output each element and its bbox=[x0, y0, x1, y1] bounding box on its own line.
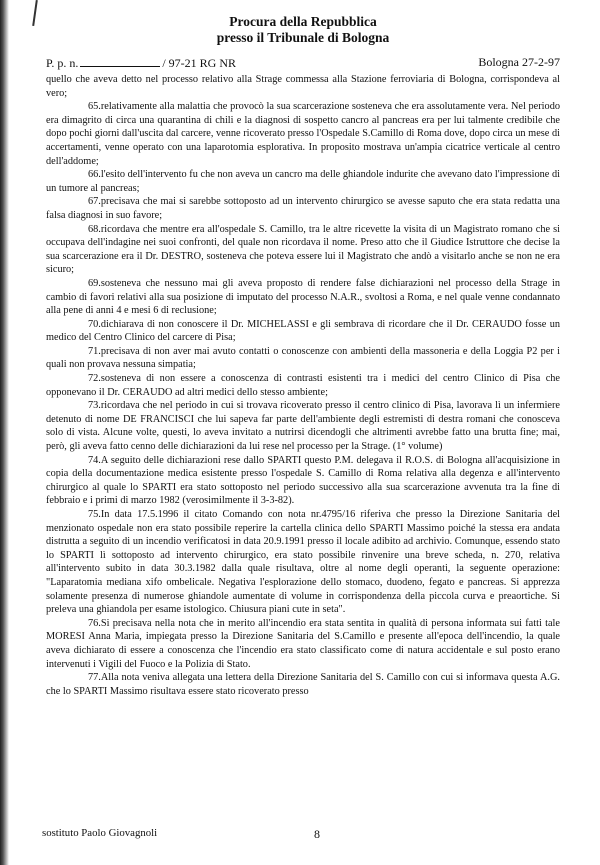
paragraph-68: 68.ricordava che mentre era all'ospedale S. Camillo, tra le altre ricevette la visita di un Magistrato romano che si occupava dell'indagine nei suoi confronti, del quale non ricordava il nome. Preso atto che il Giudice Istruttore che decise la sua scarcerazione era il Dr. DESTRO, sosteneva che poteva essere lui il Magistrato che andò a visitarlo anche se non ne era sicuro; bbox=[46, 223, 560, 276]
protocol-prefix: P. p. n. bbox=[46, 56, 79, 70]
paragraph-69: 69.sosteneva che nessuno mai gli aveva proposto di rendere false dichiarazioni nel processo della Strage in cambio di favori relativi alla sua posizione di imputato del processo N.A.R., svoltosi a Roma, e nel quale venne condannato alla pene di anni 4 e mesi 6 di reclusione; bbox=[46, 277, 560, 317]
document-date: Bologna 27-2-97 bbox=[478, 55, 560, 69]
scan-corner-mark bbox=[32, 0, 38, 26]
document-page bbox=[46, 14, 560, 698]
paragraph-77: 77.Alla nota veniva allegata una lettera della Direzione Sanitaria del S. Camillo con cui si informava questa A.G. che lo SPARTI Massimo risultava essere stato ricoverato presso bbox=[46, 672, 560, 697]
document-header bbox=[46, 14, 560, 46]
document-body bbox=[46, 73, 560, 698]
paragraph-75: 75.In data 17.5.1996 il citato Comando con nota nr.4795/16 riferiva che presso la Direzione Sanitaria del menzionato ospedale non era stato possibile reperire la cartella clinica dello SPARTI Massimo poiché la stessa era andata distrutta a seguito di un incendio verificatosi in data 20.9.1991 presso il locale adibito ad archivio. Comunque, essendo stato lo SPARTI lì sottoposto ad intervento chirurgico, era stato possibile rinvenire una breve scheda, n. 270, relativa all'intervento subito in data 30.3.1982 dalla quale risultava, oltre al nome degli operanti, la seguente operazione: "Laparatomia mediana xifo ombelicale. Negativa l'esplorazione dello stomaco, duodeno, fegato e pancreas. Si apprezza solamente presenza di numerose ghiandole aumentate di volume in corrispondenza della piccola curva e preaortiche. Si preleva una ghiandola per esame istologico. Chiusura piani cute in seta". bbox=[46, 509, 560, 616]
paragraph-continuation: quello che aveva detto nel processo relativo alla Strage commessa alla Stazione ferroviaria di Bologna, corrispondeva al vero; bbox=[46, 74, 560, 99]
page-number: 8 bbox=[314, 827, 320, 841]
paragraph-65: 65.relativamente alla malattia che provocò la sua scarcerazione sosteneva che era assolutamente vera. Nel periodo era dimagrito di circa una quarantina di chili e la diagnosi di sospetto cancro al pancreas era per lui talmente credibile che dopo pochi giorni dall'uscita dal carcere, venne ricoverato presso l'Ospedale S.Camillo di Roma dove, dopo circa un mese di accertamenti, venne operato con una laparotomia esplorativa. In proposito mostrava un'ampia cicatrice verticale al centro dell'addome; bbox=[46, 101, 560, 167]
scan-shadow-edge bbox=[0, 0, 9, 865]
paragraph-74: 74.A seguito delle dichiarazioni rese dallo SPARTI questo P.M. delegava il R.O.S. di Bologna all'acquisizione in copia della documentazione medica esistente presso l'ospedale S. Camillo di Roma relativa alla degenza e all'intervento chirurgico al quale lo SPARTI era stato sottoposto nel periodo successivo alla sua scarcerazione avvenuta tra la fine di febbraio e i primi di marzo 1982 (verosimilmente il 3-3-82). bbox=[46, 454, 560, 507]
protocol-row bbox=[46, 55, 560, 71]
protocol-number-blank bbox=[80, 55, 160, 67]
document-footer bbox=[42, 827, 560, 841]
paragraph-72: 72.sosteneva di non essere a conoscenza di contrasti esistenti tra i medici del centro Clinico di Pisa che opponevano il Dr. CERAUDO ad altri medici dello stesso ambiente; bbox=[46, 373, 560, 398]
paragraph-70: 70.dichiarava di non conoscere il Dr. MICHELASSI e gli sembrava di ricordare che il Dr. CERAUDO fosse un medico del Centro Clinico del carcere di Pisa; bbox=[46, 318, 560, 344]
paragraph-73: 73.ricordava che nel periodo in cui si trovava ricoverato presso il centro clinico di Pisa, lavorava lì un infermiere detenuto di nome DE FRANCISCI che lui sapeva far parte dell'ambiente degli estremisti di destra romani che conosceva solo di vista. Alcune volte, questi, lo aveva invitato a nutrirsi dicendogli che altrimenti avrebbe fatto una brutta fine; mai, però, gli aveva fatto cenno delle dichiarazioni da lui rese nel processo per la Strage. (1° volume) bbox=[46, 400, 560, 453]
header-office: Procura della Repubblica bbox=[229, 14, 377, 29]
signature-line: sostituto Paolo Giovagnoli bbox=[42, 827, 158, 839]
header-court: presso il Tribunale di Bologna bbox=[216, 30, 390, 45]
protocol-reference bbox=[46, 55, 236, 71]
protocol-suffix: / 97-21 RG NR bbox=[162, 56, 237, 70]
paragraph-71: 71.precisava di non aver mai avuto contatti o conoscenze con ambienti della massoneria e della Loggia P2 per i quali non provava nessuna simpatia; bbox=[46, 345, 560, 371]
paragraph-67: 67.precisava che mai si sarebbe sottoposto ad un intervento chirurgico se avesse saputo che era stata redatta una falsa diagnosi in suo favore; bbox=[46, 196, 560, 221]
paragraph-66: 66.l'esito dell'intervento fu che non aveva un cancro ma delle ghiandole indurite che avevano dato l'impressione di un tumore al pancreas; bbox=[46, 169, 560, 194]
paragraph-76: 76.Si precisava nella nota che in merito all'incendio era stata sentita in qualità di persona informata sui fatti tale MORESI Anna Maria, impiegata presso la Direzione Sanitaria del S.Camillo e presente all'epoca dell'incendio, la quale aveva dichiarato di essere a conoscenza che l'incendio era stato classificato come di natura accidentale e sul posto erano intervenuti i Vigili del Fuoco e la Polizia di Stato. bbox=[46, 617, 560, 670]
